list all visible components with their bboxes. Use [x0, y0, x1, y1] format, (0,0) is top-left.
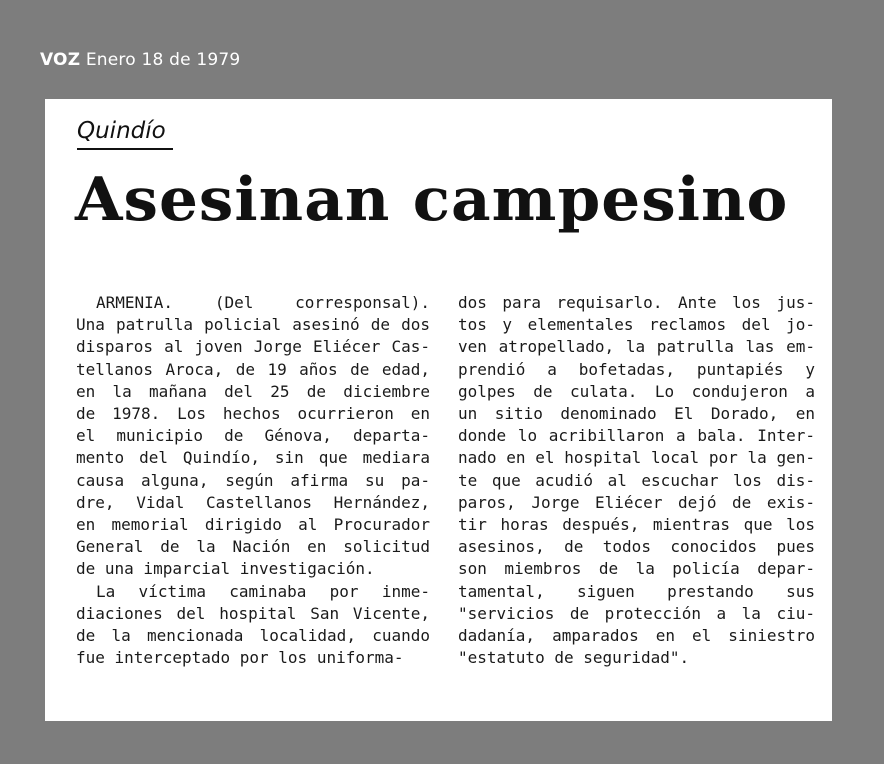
article-line: "servicios de protección a la ciu- — [458, 603, 815, 623]
article-line: prendió a bofetadas, puntapiés y — [458, 359, 815, 379]
article-column-right — [458, 292, 815, 669]
headline: Asesinan campesino — [75, 165, 789, 235]
article-line: fue interceptado por los uniforma- — [76, 648, 404, 668]
article-line: te que acudió al escuchar los dis- — [458, 470, 815, 490]
article-line: en memorial dirigido al Procurador — [76, 515, 430, 535]
article-line: dadanía, amparados en el siniestro — [458, 626, 815, 646]
article-line: el municipio de Génova, departa- — [76, 426, 430, 446]
article-line: disparos al joven Jorge Eliécer Cas- — [76, 337, 430, 357]
article-line: Una patrulla policial asesinó de dos — [76, 315, 430, 335]
article-line: paros, Jorge Eliécer dejó de exis- — [458, 492, 815, 512]
article-line: ven atropellado, la patrulla las em- — [458, 337, 815, 357]
article-line: "estatuto de seguridad". — [458, 648, 690, 668]
publication-name: VOZ — [40, 50, 81, 70]
article-line: de la mencionada localidad, cuando — [76, 626, 430, 646]
article-line: causa alguna, según afirma su pa- — [76, 470, 430, 490]
article-line: son miembros de la policía depar- — [458, 559, 815, 579]
article-line: diaciones del hospital San Vicente, — [76, 603, 430, 623]
article-line: La víctima caminaba por inme- — [96, 581, 430, 601]
article-column-left — [76, 292, 430, 669]
article-line: tamental, siguen prestando sus — [458, 581, 815, 601]
image-caption — [40, 50, 240, 70]
article-line: nado en el hospital local por la gen- — [458, 448, 815, 468]
article-line: en la mañana del 25 de diciembre — [76, 381, 430, 401]
article-line: General de la Nación en solicitud — [76, 537, 430, 557]
article-line: mento del Quindío, sin que mediara — [76, 448, 430, 468]
article-line: de una imparcial investigación. — [76, 559, 375, 579]
article-line: dre, Vidal Castellanos Hernández, — [76, 492, 430, 512]
article-line: dos para requisarlo. Ante los jus- — [458, 293, 815, 312]
section-label: Quindío — [77, 118, 173, 150]
article-line: de 1978. Los hechos ocurrieron en — [76, 404, 430, 424]
article-line: tos y elementales reclamos del jo- — [458, 315, 815, 335]
article-line: tellanos Aroca, de 19 años de edad, — [76, 359, 430, 379]
publication-date: Enero 18 de 1979 — [85, 50, 241, 70]
article-line: donde lo acribillaron a bala. Inter- — [458, 426, 815, 446]
article-line: golpes de culata. Lo condujeron a — [458, 381, 815, 401]
article-line: tir horas después, mientras que los — [458, 515, 815, 535]
newspaper-clipping — [45, 99, 832, 721]
article-line: un sitio denominado El Dorado, en — [458, 404, 815, 424]
article-line: asesinos, de todos conocidos pues — [458, 537, 815, 557]
article-line: ARMENIA. (Del corresponsal). — [96, 293, 430, 312]
